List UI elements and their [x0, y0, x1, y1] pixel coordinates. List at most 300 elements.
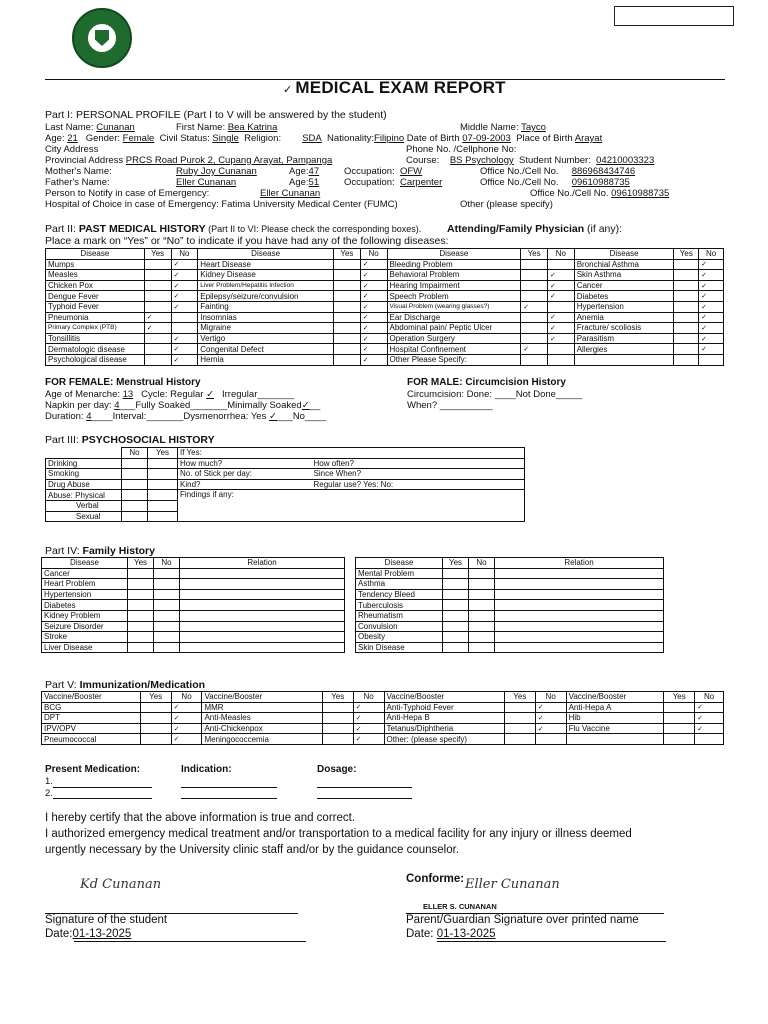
no-checkbox[interactable]: ✓	[535, 723, 566, 734]
yes-checkbox[interactable]	[140, 723, 171, 734]
no-checkbox[interactable]: ✓	[171, 270, 198, 281]
relation-field[interactable]	[495, 621, 664, 632]
vaccine-name: Anti-Measles	[202, 713, 322, 724]
yes-checkbox[interactable]	[144, 291, 171, 302]
no-checkbox[interactable]	[469, 589, 495, 600]
yes-checkbox[interactable]	[443, 579, 469, 590]
disease-name-cell: Epilepsy/seizure/convulsion	[198, 291, 334, 302]
psychosocial-item: Verbal	[46, 500, 122, 511]
family-disease-name: Seizure Disorder	[42, 621, 128, 632]
yes-checkbox[interactable]	[128, 589, 154, 600]
certify-line-2: I authorized emergency medical treatment and/or transportation to a medical facility for any injury or illness deemed	[45, 828, 632, 840]
no-checkbox[interactable]	[171, 323, 198, 334]
disease-name-cell: Primary Complex (PTB)	[46, 323, 145, 334]
minimally-check-icon: ✓	[301, 400, 310, 411]
no-checkbox[interactable]: ✓	[360, 333, 387, 344]
yes-checkbox[interactable]	[140, 713, 171, 724]
no-checkbox[interactable]: ✓	[699, 259, 724, 270]
family-history-row	[356, 579, 664, 590]
yes-checkbox[interactable]	[128, 632, 154, 643]
disease-name-cell: Bleeding Problem	[387, 259, 521, 270]
yes-checkbox[interactable]	[521, 333, 548, 344]
no-checkbox[interactable]: ✓	[360, 259, 387, 270]
med1-line	[53, 787, 152, 788]
part2-instruction: Place a mark on “Yes” or “No” to indicate if you have had any of the following diseases:	[45, 235, 449, 247]
no-checkbox[interactable]: ✓	[535, 713, 566, 724]
father-name-value: Eller Cunanan	[176, 177, 237, 188]
no-checkbox[interactable]: ✓	[360, 354, 387, 365]
past-medical-header-row: Disease Yes No Disease Yes No Disease Yes No Disease Yes No	[46, 249, 724, 260]
mother-occupation-value: OFW	[399, 166, 423, 177]
father-cell: Office No./Cell No. 09610988735	[480, 177, 630, 188]
yes-checkbox[interactable]: ✓	[144, 312, 171, 323]
no-checkbox[interactable]: ✓	[695, 723, 724, 734]
family-history-row	[42, 600, 345, 611]
yes-checkbox[interactable]	[144, 270, 171, 281]
relation-field[interactable]	[180, 600, 345, 611]
past-medical-row	[46, 259, 724, 270]
no-checkbox[interactable]	[154, 568, 180, 579]
no-checkbox[interactable]	[535, 734, 566, 745]
no-checkbox[interactable]	[469, 600, 495, 611]
yes-checkbox[interactable]	[334, 354, 361, 365]
parent-sig-label: Parent/Guardian Signature over printed name	[406, 914, 639, 926]
first-name-field: First Name: Bea Katrina	[176, 122, 278, 133]
no-checkbox[interactable]: ✓	[353, 734, 384, 745]
yes-checkbox[interactable]: ✓	[521, 344, 548, 355]
course-value: BS Psychology	[449, 155, 514, 166]
no-checkbox[interactable]: ✓	[171, 280, 198, 291]
family-disease-name: Tendency Bleed	[356, 589, 443, 600]
family-disease-name: Stroke	[42, 632, 128, 643]
yes-checkbox[interactable]	[144, 280, 171, 291]
relation-field[interactable]	[180, 632, 345, 643]
relation-field[interactable]	[495, 610, 664, 621]
first-name-value: Bea Katrina	[227, 122, 278, 133]
yes-checkbox[interactable]	[334, 323, 361, 334]
conforme-label: Conforme:	[406, 873, 465, 885]
vaccine-name: Hib	[566, 713, 664, 724]
disease-name-cell: Skin Asthma	[574, 270, 674, 281]
notify-name-value: Eller Cunanan	[260, 188, 321, 199]
disease-name-cell: Hypertension	[574, 301, 674, 312]
yes-checkbox[interactable]	[521, 323, 548, 334]
no-checkbox[interactable]	[154, 600, 180, 611]
psychosocial-item: Drinking	[46, 458, 122, 469]
dosage-label: Dosage:	[317, 764, 357, 775]
yes-checkbox[interactable]	[334, 312, 361, 323]
no-checkbox[interactable]: ✓	[695, 713, 724, 724]
yes-checkbox[interactable]	[664, 702, 695, 713]
civil-status-value: Single	[212, 133, 239, 144]
no-checkbox[interactable]	[122, 479, 148, 490]
yes-checkbox[interactable]	[148, 490, 178, 501]
vaccine-name: Meningococcemia	[202, 734, 322, 745]
family-history-row	[42, 589, 345, 600]
circumcision-when: When? __________	[407, 400, 493, 411]
disease-name-cell: Bronchial Asthma	[574, 259, 674, 270]
yes-checkbox[interactable]	[148, 500, 178, 511]
past-medical-row	[46, 344, 724, 355]
yes-checkbox[interactable]	[334, 344, 361, 355]
disease-name-cell: Dermatologic disease	[46, 344, 145, 355]
yes-checkbox[interactable]	[521, 270, 548, 281]
no-checkbox[interactable]	[154, 632, 180, 643]
no-checkbox[interactable]	[122, 469, 148, 480]
relation-field[interactable]	[495, 642, 664, 653]
no-checkbox[interactable]	[469, 610, 495, 621]
disease-name-cell: Hernia	[198, 354, 334, 365]
yes-checkbox[interactable]	[521, 291, 548, 302]
no-checkbox[interactable]: ✓	[171, 702, 202, 713]
yes-checkbox[interactable]	[664, 713, 695, 724]
yes-checkbox[interactable]	[144, 333, 171, 344]
psychosocial-row	[46, 458, 525, 469]
vaccine-name: Pneumococcal	[42, 734, 141, 745]
no-checkbox[interactable]: ✓	[699, 323, 724, 334]
medication-item-2: 2.	[45, 788, 53, 799]
no-checkbox[interactable]: ✓	[699, 333, 724, 344]
no-checkbox[interactable]: ✓	[699, 291, 724, 302]
no-checkbox[interactable]: ✓	[360, 291, 387, 302]
psychosocial-row	[46, 479, 525, 490]
no-checkbox[interactable]: ✓	[547, 280, 574, 291]
menstrual-heading: FOR FEMALE: Menstrual History	[45, 377, 201, 388]
family-history-row	[356, 610, 664, 621]
past-medical-row	[46, 291, 724, 302]
no-checkbox[interactable]: ✓	[699, 344, 724, 355]
yes-checkbox[interactable]	[334, 259, 361, 270]
family-disease-name: Cancer	[42, 568, 128, 579]
father-age: Age:51	[289, 177, 320, 188]
no-checkbox[interactable]: ✓	[535, 702, 566, 713]
yes-checkbox[interactable]	[521, 259, 548, 270]
psychosocial-question: How much?	[178, 458, 312, 469]
yes-checkbox[interactable]	[144, 301, 171, 312]
yes-checkbox[interactable]	[334, 301, 361, 312]
disease-name-cell	[574, 354, 674, 365]
disease-name-cell: Other Please Specify:	[387, 354, 521, 365]
yes-checkbox[interactable]	[504, 723, 535, 734]
yes-checkbox[interactable]	[443, 632, 469, 643]
disease-name-cell: Fainting	[198, 301, 334, 312]
no-checkbox[interactable]: ✓	[360, 344, 387, 355]
immunization-row	[42, 702, 724, 713]
phone-field: Phone No. /Cellphone No:	[406, 144, 517, 155]
notify-row: Person to Notify in case of Emergency:	[45, 188, 210, 199]
yes-checkbox[interactable]	[443, 642, 469, 653]
no-checkbox[interactable]: ✓	[353, 723, 384, 734]
no-checkbox[interactable]: ✓	[171, 301, 198, 312]
relation-field[interactable]	[495, 589, 664, 600]
no-checkbox[interactable]: ✓	[699, 280, 724, 291]
age-row: Age: 21 Gender: Female Civil Status: Single Religion: SDA Nationality:Filipino Date of Birth 07-09-2003 Place of Birth Arayat	[45, 133, 603, 144]
course-field: Course: BS Psychology Student Number: 04210003323	[406, 155, 655, 166]
yes-checkbox[interactable]	[334, 270, 361, 281]
yes-checkbox[interactable]	[322, 713, 353, 724]
disease-name-cell: Congenital Defect	[198, 344, 334, 355]
yes-checkbox[interactable]	[521, 354, 548, 365]
yes-checkbox[interactable]	[504, 713, 535, 724]
no-checkbox[interactable]	[695, 734, 724, 745]
yes-checkbox[interactable]	[144, 259, 171, 270]
yes-checkbox[interactable]	[521, 312, 548, 323]
yes-checkbox[interactable]	[443, 600, 469, 611]
no-checkbox[interactable]: ✓	[547, 312, 574, 323]
control-number-box	[614, 6, 734, 26]
father-row: Father's Name:	[45, 177, 110, 188]
no-checkbox[interactable]: ✓	[699, 301, 724, 312]
disease-name-cell: Vertigo	[198, 333, 334, 344]
yes-checkbox[interactable]	[674, 270, 699, 281]
parent-printed-name: ELLER S. CUNANAN	[423, 902, 497, 911]
yes-checkbox[interactable]	[334, 333, 361, 344]
med2-line	[53, 798, 152, 799]
past-medical-table	[45, 248, 724, 366]
no-checkbox[interactable]: ✓	[171, 291, 198, 302]
family-disease-name: Rheumatism	[356, 610, 443, 621]
mother-occupation: Occupation: OFW	[344, 166, 423, 177]
disease-name-cell: Chicken Pox	[46, 280, 145, 291]
no-checkbox[interactable]: ✓	[547, 291, 574, 302]
relation-field[interactable]	[180, 579, 345, 590]
no-checkbox[interactable]: ✓	[171, 734, 202, 745]
yes-checkbox[interactable]	[674, 312, 699, 323]
yes-checkbox[interactable]	[504, 734, 535, 745]
yes-checkbox[interactable]	[140, 734, 171, 745]
disease-name-cell: Hospital Confinement	[387, 344, 521, 355]
vaccine-name: Anti-Chickenpox	[202, 723, 322, 734]
no-checkbox[interactable]	[547, 344, 574, 355]
yes-checkbox[interactable]	[144, 344, 171, 355]
disease-name-cell: Liver Problem/Hepatitis Infection	[198, 280, 334, 291]
relation-field[interactable]	[180, 610, 345, 621]
no-checkbox[interactable]	[154, 589, 180, 600]
no-checkbox[interactable]: ✓	[699, 270, 724, 281]
yes-checkbox[interactable]	[674, 344, 699, 355]
dob-value: 07-09-2003	[462, 133, 511, 144]
no-checkbox[interactable]	[122, 511, 148, 522]
disease-name-cell: Speech Problem	[387, 291, 521, 302]
father-occupation: Occupation: Carpenter	[344, 177, 443, 188]
yes-checkbox[interactable]	[443, 568, 469, 579]
yes-checkbox[interactable]	[664, 723, 695, 734]
relation-field[interactable]	[180, 589, 345, 600]
relation-field[interactable]	[495, 632, 664, 643]
yes-checkbox[interactable]	[443, 610, 469, 621]
no-checkbox[interactable]	[154, 610, 180, 621]
mother-cell-value: 886968434746	[571, 166, 636, 177]
no-checkbox[interactable]	[699, 354, 724, 365]
yes-checkbox[interactable]	[664, 734, 695, 745]
no-checkbox[interactable]	[469, 642, 495, 653]
yes-checkbox[interactable]	[322, 702, 353, 713]
yes-checkbox[interactable]	[128, 642, 154, 653]
no-checkbox[interactable]: ✓	[547, 323, 574, 334]
family-history-left-table: Disease Yes No Relation Cancer Heart Problem Hypertension Diabetes Kidney Problem Seizure Disorder Stroke Liver Disease	[41, 557, 345, 653]
gender-value: Female	[122, 133, 155, 144]
no-checkbox[interactable]	[171, 312, 198, 323]
yes-checkbox[interactable]	[674, 259, 699, 270]
no-checkbox[interactable]: ✓	[353, 702, 384, 713]
no-checkbox[interactable]	[154, 621, 180, 632]
yes-checkbox[interactable]	[128, 579, 154, 590]
student-sig-label: Signature of the student	[45, 914, 168, 926]
pob-value: Arayat	[574, 133, 603, 144]
disease-name-cell: Parasitism	[574, 333, 674, 344]
relation-field[interactable]	[180, 642, 345, 653]
yes-checkbox[interactable]	[148, 511, 178, 522]
relation-field[interactable]	[495, 568, 664, 579]
no-checkbox[interactable]: ✓	[547, 270, 574, 281]
hospital-other: Other (please specify)	[460, 199, 553, 210]
family-disease-name: Mental Problem	[356, 568, 443, 579]
mother-name	[176, 166, 257, 177]
yes-checkbox[interactable]	[334, 280, 361, 291]
circumcision-row: Circumcision: Done: ____Not Done_____	[407, 389, 583, 400]
no-checkbox[interactable]	[122, 490, 148, 501]
yes-checkbox[interactable]: ✓	[144, 323, 171, 334]
no-checkbox[interactable]	[469, 621, 495, 632]
napkin-row: Napkin per day: 4___Fully Soaked_______Minimally Soaked✓__	[45, 400, 321, 411]
no-checkbox[interactable]: ✓	[360, 301, 387, 312]
dos1-line	[317, 787, 412, 788]
vaccine-name: Anti-Typhoid Fever	[384, 702, 504, 713]
yes-checkbox[interactable]	[443, 589, 469, 600]
disease-name-cell: Typhoid Fever	[46, 301, 145, 312]
mother-row: Mother's Name:	[45, 166, 112, 177]
no-checkbox[interactable]	[547, 259, 574, 270]
medication-item-1: 1.	[45, 776, 53, 787]
no-checkbox[interactable]: ✓	[171, 713, 202, 724]
yes-checkbox[interactable]	[128, 568, 154, 579]
no-checkbox[interactable]: ✓	[360, 312, 387, 323]
family-history-row	[356, 600, 664, 611]
yes-checkbox[interactable]	[334, 291, 361, 302]
no-checkbox[interactable]	[469, 579, 495, 590]
mother-name-value: Ruby Joy Cunanan	[176, 166, 257, 177]
city-row: City Address	[45, 144, 99, 155]
middle-name-field: Middle Name: Tayco	[460, 122, 546, 133]
no-checkbox[interactable]	[154, 579, 180, 590]
yes-checkbox[interactable]	[674, 333, 699, 344]
no-checkbox[interactable]: ✓	[171, 333, 198, 344]
findings-cell[interactable]: Findings if any:	[178, 490, 525, 522]
hospital-value: Fatima University Medical Center (FUMC)	[221, 199, 398, 210]
father-name	[176, 177, 236, 188]
yes-checkbox[interactable]	[148, 458, 178, 469]
yes-checkbox[interactable]	[128, 621, 154, 632]
no-checkbox[interactable]	[122, 458, 148, 469]
psychosocial-item: Smoking	[46, 469, 122, 480]
family-history-row	[42, 642, 345, 653]
disease-name-cell: Hearing Impairment	[387, 280, 521, 291]
vaccine-name: Other: (please specify)	[384, 734, 504, 745]
yes-checkbox[interactable]	[148, 479, 178, 490]
yes-checkbox[interactable]	[521, 280, 548, 291]
yes-checkbox[interactable]	[140, 702, 171, 713]
yes-checkbox[interactable]	[128, 610, 154, 621]
mother-cell: Office No./Cell No. 886968434746	[480, 166, 636, 177]
no-checkbox[interactable]	[469, 632, 495, 643]
no-checkbox[interactable]	[547, 301, 574, 312]
no-checkbox[interactable]: ✓	[171, 354, 198, 365]
yes-checkbox[interactable]	[504, 702, 535, 713]
part5-heading: Part V: Immunization/Medication	[45, 679, 206, 691]
yes-checkbox[interactable]	[674, 291, 699, 302]
yes-checkbox[interactable]	[443, 621, 469, 632]
mother-age-value: 47	[308, 166, 320, 177]
no-checkbox[interactable]: ✓	[695, 702, 724, 713]
notify-cell: Office No./Cell No. 09610988735	[530, 188, 670, 199]
no-checkbox[interactable]: ✓	[171, 344, 198, 355]
no-checkbox[interactable]: ✓	[171, 259, 198, 270]
notify-cell-value: 09610988735	[611, 188, 670, 199]
part2-heading: Part II: PAST MEDICAL HISTORY (Part II to VI: Please check the corresponding boxes).	[45, 223, 422, 235]
relation-field[interactable]	[180, 621, 345, 632]
no-checkbox[interactable]: ✓	[353, 713, 384, 724]
disease-name-cell: Insomnias	[198, 312, 334, 323]
yes-checkbox[interactable]	[674, 301, 699, 312]
past-medical-row	[46, 301, 724, 312]
no-checkbox[interactable]	[122, 500, 148, 511]
university-logo	[72, 8, 132, 68]
no-checkbox[interactable]	[154, 642, 180, 653]
yes-checkbox[interactable]	[674, 323, 699, 334]
vaccine-name: Anti-Hepa A	[566, 702, 664, 713]
no-checkbox[interactable]	[547, 354, 574, 365]
disease-name-cell: Ear Discharge	[387, 312, 521, 323]
part3-heading: Part III: PSYCHOSOCIAL HISTORY	[45, 434, 215, 446]
past-medical-row	[46, 280, 724, 291]
yes-checkbox[interactable]	[674, 354, 699, 365]
yes-checkbox[interactable]	[322, 734, 353, 745]
psychosocial-item: Sexual	[46, 511, 122, 522]
name-row: Last Name: Cunanan	[45, 122, 135, 133]
psychosocial-item: Drug Abuse	[46, 479, 122, 490]
ind2-line	[181, 798, 277, 799]
duration-row: Duration: 4____Interval:_______Dysmenorrhea: Yes ✓___No____	[45, 411, 327, 422]
no-checkbox[interactable]: ✓	[547, 333, 574, 344]
relation-field[interactable]	[495, 579, 664, 590]
yes-checkbox[interactable]	[674, 280, 699, 291]
family-history-row	[42, 568, 345, 579]
yes-checkbox[interactable]	[128, 600, 154, 611]
family-disease-name: Obesity	[356, 632, 443, 643]
student-date: Date:01-13-2025	[45, 928, 132, 940]
psychosocial-question: Kind?	[178, 479, 312, 490]
family-disease-name: Skin Disease	[356, 642, 443, 653]
disease-name-cell: Diabetes	[574, 291, 674, 302]
no-checkbox[interactable]: ✓	[360, 323, 387, 334]
relation-field[interactable]	[495, 600, 664, 611]
family-history-row	[356, 621, 664, 632]
no-checkbox[interactable]: ✓	[699, 312, 724, 323]
dysmenorrhea-check-icon: ✓	[268, 411, 277, 422]
yes-checkbox[interactable]	[148, 469, 178, 480]
no-checkbox[interactable]: ✓	[360, 280, 387, 291]
yes-checkbox[interactable]	[144, 354, 171, 365]
vaccine-name: BCG	[42, 702, 141, 713]
no-checkbox[interactable]: ✓	[171, 723, 202, 734]
yes-checkbox[interactable]	[322, 723, 353, 734]
father-age-value: 51	[308, 177, 320, 188]
yes-checkbox[interactable]: ✓	[521, 301, 548, 312]
no-checkbox[interactable]	[469, 568, 495, 579]
no-checkbox[interactable]: ✓	[360, 270, 387, 281]
part1-heading: Part I: PERSONAL PROFILE (Part I to V will be answered by the student)	[45, 109, 387, 121]
relation-field[interactable]	[180, 568, 345, 579]
